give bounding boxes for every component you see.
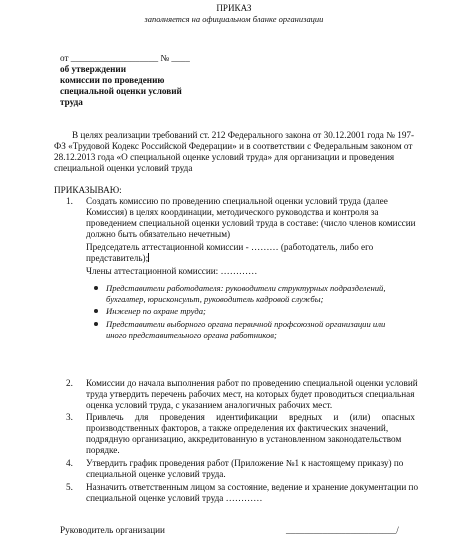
item-number: 4.	[66, 458, 73, 468]
item-line: Привлечь для проведения идентификации вредных и (или) опасных	[86, 412, 415, 422]
item-line: проведением специальной оценки условий труда в составе: (число членов комиссии	[86, 218, 416, 228]
item-line: подрядную организацию, аккредитованную в установленном законодательством	[86, 434, 402, 444]
member-line: бухгалтер, юрисконсульт, руководитель кадровой службы;	[106, 294, 324, 304]
subject-line: специальной оценки условий	[60, 86, 182, 96]
order-dateline: от ___________________ № ____	[60, 53, 190, 63]
signature-label: Руководитель организации	[60, 525, 165, 535]
item-line: производственных факторов, а также определения их фактических значений,	[86, 423, 389, 433]
subject-line: труда	[60, 97, 83, 107]
member-line: иного представительного органа работников;	[106, 330, 277, 340]
document-title: ПРИКАЗ	[216, 3, 252, 13]
item-line: Утвердить график проведения работ (Приложение №1 к настоящему приказу) по	[86, 458, 404, 468]
bullet-icon	[94, 286, 98, 290]
item-line: оценка условий труда, с указанием аналогичных рабочих мест.	[86, 400, 333, 410]
item-line: порядке.	[86, 445, 120, 455]
item-number: 5.	[66, 482, 73, 492]
member-line: Представители работодателя: руководители структурных подразделений,	[106, 283, 386, 293]
item-line: Назначить ответственным лицом за состояние, ведение и хранение документации по	[86, 482, 419, 492]
subject-line: об утверждении	[60, 64, 127, 74]
chair-line: представитель);	[86, 253, 149, 263]
item-line: должно быть обязательно нечетным)	[86, 229, 231, 239]
order-word: ПРИКАЗЫВАЮ:	[54, 185, 122, 195]
item-number: 1.	[66, 196, 73, 206]
preamble-line: 28.12.2013 года «О специальной оценке условий труда» для организации и проведения	[54, 152, 395, 162]
member-line: Представители выборного органа первичной профсоюзной организации или	[106, 319, 386, 329]
preamble-line: В целях реализации требований ст. 212 Федерального закона от 30.12.2001 года № 197-	[72, 130, 415, 140]
bullet-icon	[94, 309, 98, 313]
bullet-icon	[94, 322, 98, 326]
members-label: Члены аттестационной комиссии: …………	[86, 266, 258, 276]
subject-line: комиссии по проведению	[60, 75, 165, 85]
document-subtitle: заполняется на официальном бланке организации	[144, 14, 324, 24]
item-line: специальной оценке условий труда.	[86, 469, 226, 479]
item-line: специальной оценке условий труда …………	[86, 493, 263, 503]
item-line: Создать комиссию по проведению специальной оценки условий труда (далее	[86, 196, 388, 206]
text-cursor	[148, 253, 149, 262]
item-number: 2.	[66, 378, 73, 388]
item-number: 3.	[66, 412, 73, 422]
item-line: труда утвердить перечень рабочих мест, на которых будет проводиться специальная	[86, 389, 415, 399]
chair-line: Председатель аттестационной комиссии - ……… (работодатель, либо его	[86, 242, 374, 252]
signature-line: ________________________/	[286, 525, 399, 535]
preamble-line: специальной оценки условий труда	[54, 163, 193, 173]
member-line: Инженер по охране труда;	[106, 306, 206, 316]
preamble-line: ФЗ «Трудовой Кодекс Российской Федерации» и в соответствии с Федеральным законом от	[54, 141, 413, 151]
item-line: Комиссия) в целях координации, методического руководства и контроля за	[86, 207, 379, 217]
item-line: Комиссии до начала выполнения работ по проведению специальной оценки условий	[86, 378, 418, 388]
